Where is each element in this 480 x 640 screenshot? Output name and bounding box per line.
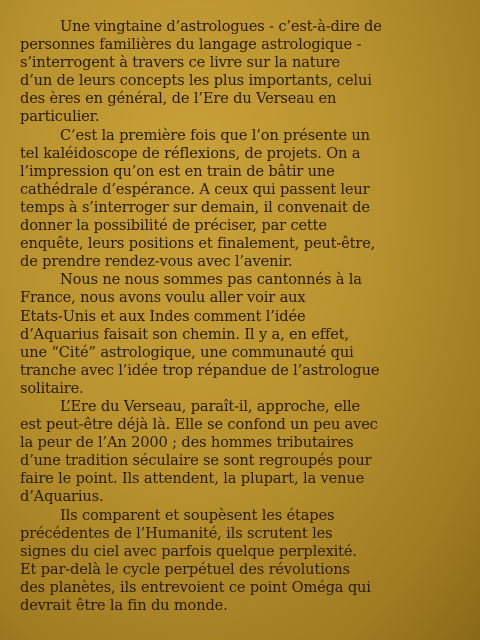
text-line: l’impression qu’on est en train de bâtir une (20, 162, 335, 180)
text-line: cathédrale d’espérance. A ceux qui passent leur (20, 180, 370, 198)
text-line: Etats-Unis et aux Indes comment l’idée (20, 307, 306, 325)
text-line: la peur de l’An 2000 ; des hommes tributaires (20, 434, 354, 452)
text-line: tel kaléidoscope de réflexions, de projets. On a (20, 144, 361, 162)
text-line: particulier. (20, 108, 100, 126)
text-line: Nous ne nous sommes pas cantonnés à la (60, 271, 362, 289)
text-line: donner la possibilité de préciser, par cette (20, 217, 327, 235)
text-line: temps à s’interroger sur demain, il convenait de (20, 198, 370, 216)
text-line: Ils comparent et soupèsent les étapes (60, 506, 335, 524)
text-line: d’Aquarius faisait son chemin. Il y a, en effet, (20, 325, 349, 343)
text-line: C’est la première fois que l’on présente un (60, 126, 370, 144)
text-line: une “Cité” astrologique, une communauté qui (20, 343, 354, 361)
text-line: faire le point. Ils attendent, la plupart, la venue (20, 470, 365, 488)
paragraph-2 (20, 127, 452, 272)
text-line: d’Aquarius. (20, 488, 104, 506)
text-line: des planètes, ils entrevoient ce point Oméga qui (20, 578, 371, 596)
text-line: tranche avec l’idée trop répandue de l’astrologue (20, 361, 380, 379)
paragraph-4 (20, 398, 452, 507)
paragraph-3 (20, 271, 452, 398)
text-line: d’une tradition séculaire se sont regroupés pour (20, 452, 372, 470)
text-line: de prendre rendez-vous avec l’avenir. (20, 253, 293, 271)
text-line: France, nous avons voulu aller voir aux (20, 289, 306, 307)
text-line: personnes familières du langage astrologique - (20, 36, 362, 54)
text-line: des ères en général, de l’Ere du Verseau en (20, 90, 337, 108)
text-line: est peut-être déjà là. Elle se confond un peu avec (20, 416, 378, 434)
text-line: signes du ciel avec parfois quelque perplexité. (20, 542, 357, 560)
text-line: devrait être la fin du monde. (20, 597, 228, 614)
text-line: L’Ere du Verseau, paraît-il, approche, elle (60, 397, 361, 415)
page-text (20, 18, 452, 615)
paragraph-1 (20, 18, 452, 127)
text-line: enquête, leurs positions et finalement, peut-être, (20, 235, 376, 253)
text-line: Une vingtaine d’astrologues - c’est-à-dire de (60, 18, 382, 35)
text-line: solitaire. (20, 379, 84, 397)
text-line: s’interrogent à travers ce livre sur la nature (20, 54, 341, 72)
text-line: précédentes de l’Humanité, ils scrutent les (20, 524, 333, 542)
text-line: Et par-delà le cycle perpétuel des révolutions (20, 560, 350, 578)
text-line: d’un de leurs concepts les plus importants, celui (20, 72, 372, 90)
paragraph-5 (20, 507, 452, 616)
